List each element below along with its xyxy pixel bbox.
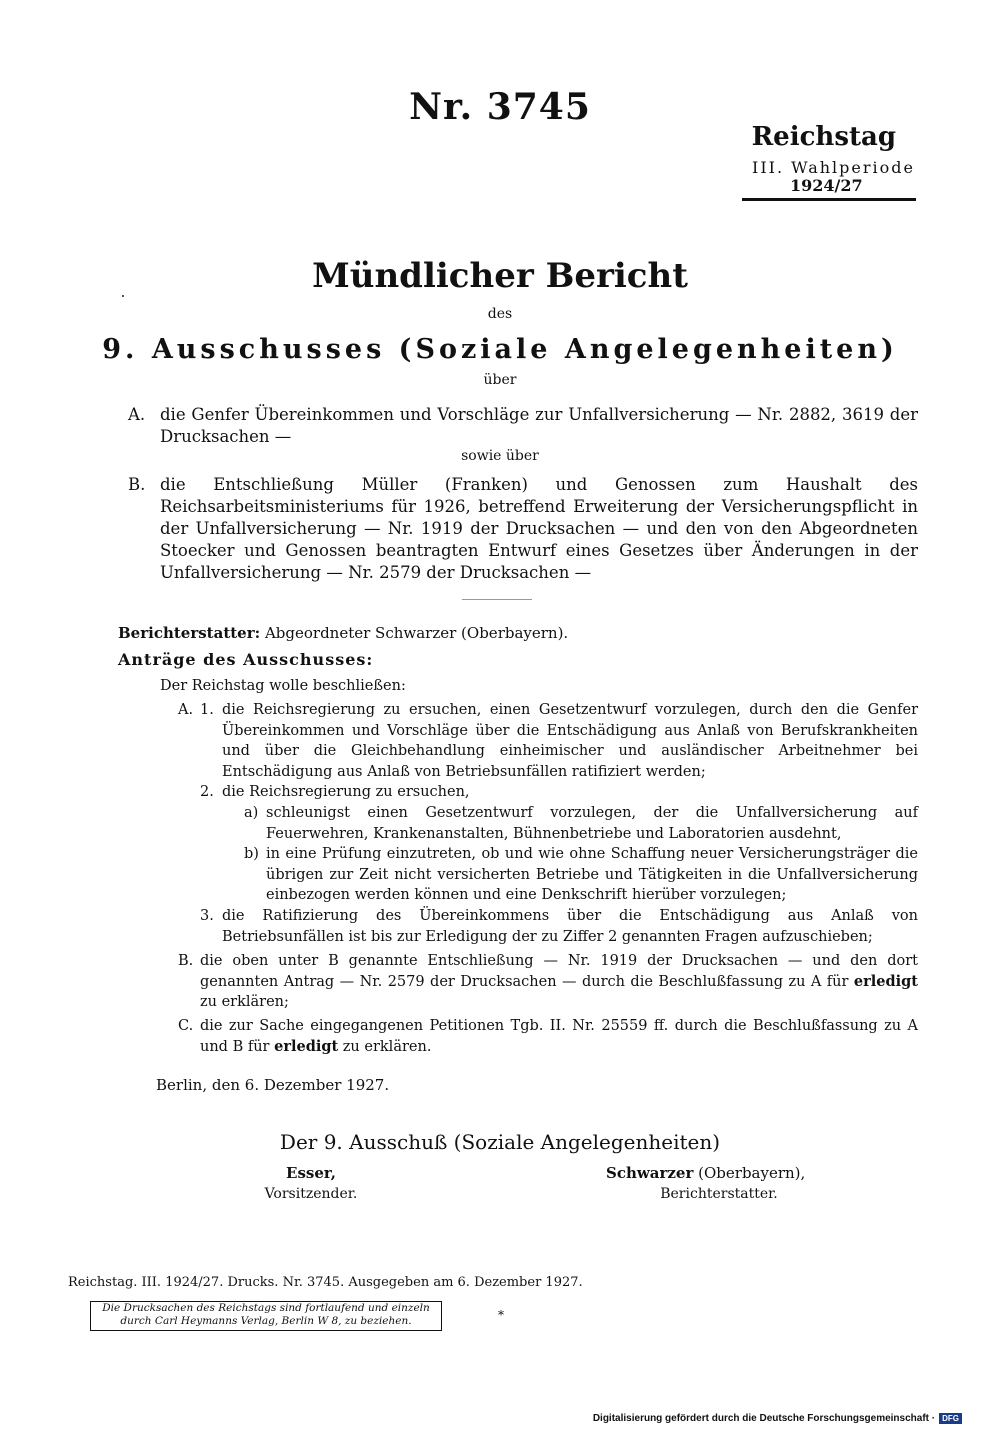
motion-b-text-1: die oben unter B genannte Entschließung — Nr. 1919 der Drucksachen — und den dort genannten Antrag — Nr. 2579 der Drucksachen — durch die Beschlußfassung zu A für <box>200 953 918 990</box>
motion-b-label: B. <box>178 953 194 969</box>
reporter-name: Abgeordneter Schwarzer (Oberbayern). <box>264 624 569 642</box>
title-connector: des <box>487 306 513 322</box>
publisher-note-line-1: Die Drucksachen des Reichstags sind fortlaufend und einzeln <box>102 1302 430 1314</box>
signatory-chair-role: Vorsitzender. <box>264 1186 358 1202</box>
motion-a3-number: 3. <box>200 908 214 924</box>
motion-b-text-2: zu erklären; <box>200 994 289 1010</box>
motion-c-label: C. <box>178 1018 194 1034</box>
page-title: Mündlicher Bericht <box>312 256 688 296</box>
motion-a-label: A. <box>178 702 194 718</box>
subject-item-a-label: A. <box>128 405 146 424</box>
reporter-label: Berichterstatter: <box>118 624 261 642</box>
subject-item-a-text: die Genfer Übereinkommen und Vorschläge zur Unfallversicherung — Nr. 2882, 3619 der Drucksachen — <box>160 405 918 446</box>
motion-b-text <box>200 951 918 1013</box>
motion-a2a-label: a) <box>244 805 259 821</box>
signatory-chair-name: Esser, <box>286 1164 336 1182</box>
publisher-note-box <box>90 1301 442 1331</box>
asterisk-mark: * <box>498 1308 504 1322</box>
publication-footer: Reichstag. III. 1924/27. Drucks. Nr. 3745. Ausgegeben am 6. Dezember 1927. <box>68 1275 583 1290</box>
document-number: Nr. 3745 <box>409 86 591 128</box>
signatory-reporter-region: (Oberbayern), <box>698 1164 806 1182</box>
motion-c-text-1: die zur Sache eingegangenen Petitionen Tgb. II. Nr. 25559 ff. durch die Beschlußfassung zu A und B für <box>200 1018 918 1055</box>
motion-c-text-2: zu erklären. <box>342 1038 432 1055</box>
section-divider <box>462 599 532 600</box>
subject-item-b-text: die Entschließung Müller (Franken) und Genossen zum Haushalt des Reichsarbeitsministeriums für 1926, betreffend Erweiterung der Versicherungspflicht in der Unfallversicherung — Nr. 1919 der Drucksachen — und den von den Abgeordneten Stoecker und Genossen beantragten Entwurf eines Gesetzes über Änderungen in der Unfallversicherung — Nr. 2579 der Drucksachen — <box>160 475 918 582</box>
dfg-logo: DFG <box>939 1413 962 1424</box>
motions-heading: Anträge des Ausschusses: <box>118 650 374 669</box>
motion-a2b-text: in eine Prüfung einzutreten, ob und wie ohne Schaffung neuer Versicherungsträger die übrigen zur Zeit nicht versicherten Betriebe und Tätigkeiten in die Unfallversicherung einbezogen werden können und eine Denkschrift hierüber vorzulegen; <box>266 846 918 903</box>
motion-b-emphasis: erledigt <box>853 972 918 990</box>
motion-a1-number: 1. <box>200 702 214 718</box>
period-years: 1924/27 <box>790 176 863 195</box>
signature-heading: Der 9. Ausschuß (Soziale Angelegenheiten) <box>279 1130 721 1154</box>
digitization-credit <box>593 1413 962 1424</box>
place-date: Berlin, den 6. Dezember 1927. <box>156 1076 390 1094</box>
signatory-reporter-name: Schwarzer <box>606 1164 694 1182</box>
subject-connector: über <box>483 372 517 388</box>
reporter-line <box>118 624 568 642</box>
motion-a2b-label: b) <box>244 846 259 862</box>
motion-a3-text: die Ratifizierung des Übereinkommens über die Entschädigung aus Anlaß von Betriebsunfällen ist bis zur Erledigung der zu Ziffer 2 genannten Fragen aufzuschieben; <box>222 908 918 945</box>
motions-intro: Der Reichstag wolle beschließen: <box>160 678 406 694</box>
subject-connector-sowie: sowie über <box>461 448 539 464</box>
signatory-reporter-role: Berichterstatter. <box>660 1186 778 1202</box>
legislative-period: III. Wahlperiode <box>752 158 915 177</box>
header-rule <box>742 198 916 201</box>
committee-name: 9. Ausschusses (Soziale Angelegenheiten) <box>102 334 898 365</box>
motion-c-emphasis: erledigt <box>274 1037 339 1055</box>
subject-item-b-label: B. <box>128 475 146 494</box>
motion-a2-text: die Reichsregierung zu ersuchen, <box>222 784 470 800</box>
digitization-text: Digitalisierung gefördert durch die Deutsche Forschungsgemeinschaft · <box>592 1413 936 1424</box>
parliament-label: Reichstag <box>751 122 896 152</box>
signatory-reporter <box>606 1164 805 1182</box>
motion-a2-number: 2. <box>200 784 214 800</box>
motion-a1-text: die Reichsregierung zu ersuchen, einen Gesetzentwurf vorzulegen, durch den die Genfer Übereinkommen und Vorschläge über die Entschädigung aus Anlaß von Berufskrankheiten und über die Gleichbehandlung einheimischer und ausländischer Arbeitnehmer bei Entschädigung aus Anlaß von Betriebsunfällen ratifiziert werden; <box>222 702 918 780</box>
motion-a2a-text: schleunigst einen Gesetzentwurf vorzulegen, der die Unfallversicherung auf Feuerwehren, Krankenanstalten, Bühnenbetriebe und Laboratorien ausdehnt, <box>266 805 918 842</box>
motion-c-text <box>200 1016 918 1057</box>
publisher-note-line-2: durch Carl Heymanns Verlag, Berlin W 8, zu beziehen. <box>120 1315 412 1327</box>
